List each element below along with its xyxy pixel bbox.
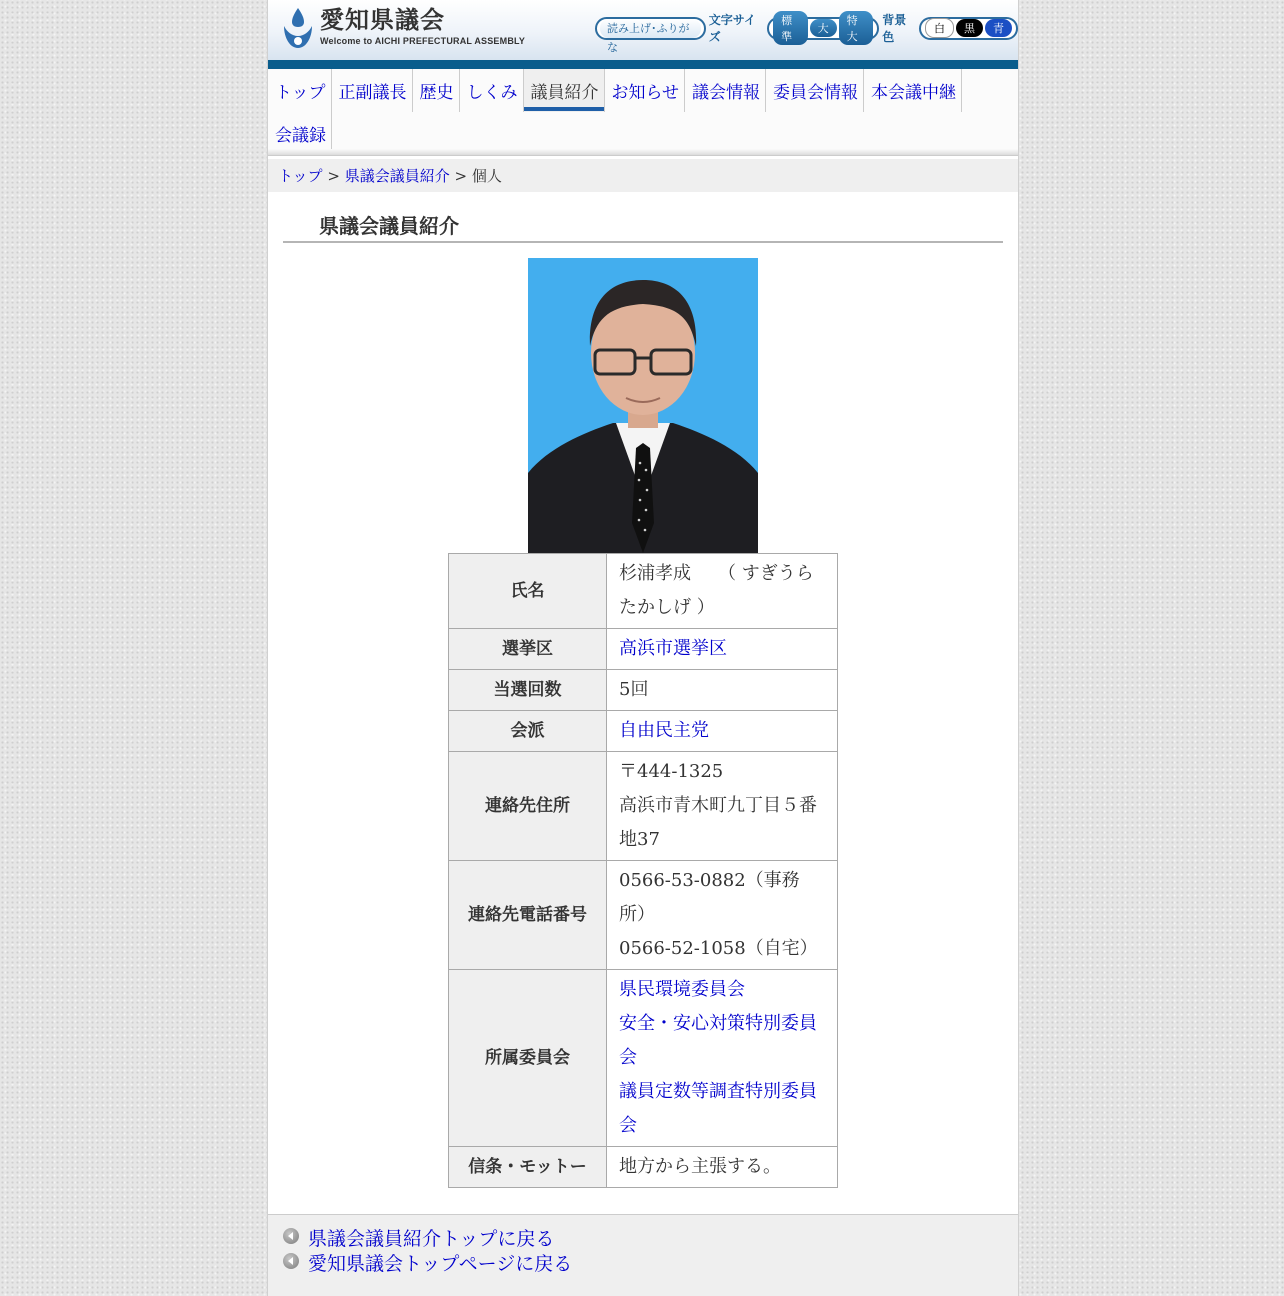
breadcrumb-top-link[interactable]: トップ <box>278 167 323 185</box>
member-photo <box>528 258 758 553</box>
breadcrumb-members-link[interactable]: 県議会議員紹介 <box>344 167 450 185</box>
nav-item-assembly-info[interactable]: 議会情報 <box>685 69 766 112</box>
footer-links <box>268 1214 1018 1296</box>
site-title: 愛知県議会 <box>320 6 445 34</box>
member-name: 杉浦孝成 （ すぎうら たかしげ ） <box>607 554 838 629</box>
bg-white-button[interactable]: 白 <box>925 18 954 38</box>
ruby-control <box>595 11 1018 54</box>
profile-row-name <box>449 554 838 629</box>
profile-label: 選挙区 <box>449 629 607 670</box>
main-content <box>268 192 1018 1188</box>
bg-black-button[interactable]: 黒 <box>956 19 983 37</box>
page-title: 県議会議員紹介 <box>283 210 1003 243</box>
profile-label: 連絡先電話番号 <box>449 861 607 970</box>
profile-label: 当選回数 <box>449 670 607 711</box>
nav-item-structure[interactable]: しくみ <box>460 69 524 112</box>
district-link[interactable]: 高浜市選挙区 <box>619 638 727 659</box>
profile-row-phone <box>449 861 838 970</box>
arrow-left-circle-icon <box>283 1253 299 1269</box>
motto-value: 地方から主張する。 <box>607 1147 838 1188</box>
bg-blue-button[interactable]: 青 <box>985 19 1012 37</box>
logo-mark-icon <box>280 6 316 50</box>
font-size-pill <box>767 14 879 43</box>
font-size-xlarge-button[interactable]: 特大 <box>839 11 874 45</box>
font-size-label: 文字サイズ <box>708 13 756 44</box>
bg-color-pill <box>919 17 1018 40</box>
back-to-home-link[interactable]: 愛知県議会トップページに戻る <box>308 1253 573 1275</box>
nav-item-broadcast[interactable]: 本会議中継 <box>864 69 962 112</box>
nav-item-news[interactable]: お知らせ <box>605 69 686 112</box>
site-logo[interactable] <box>280 6 525 50</box>
profile-row-district <box>449 629 838 670</box>
profile-row-motto <box>449 1147 838 1188</box>
arrow-left-circle-icon <box>283 1228 299 1244</box>
committee-link[interactable]: 県民環境委員会 <box>619 979 745 1000</box>
profile-row-address <box>449 752 838 861</box>
phone-office: 0566-53-0882（事務所） <box>619 870 800 925</box>
nav-item-minutes[interactable]: 会議録 <box>268 112 332 155</box>
site-header <box>268 0 1018 69</box>
profile-row-terms <box>449 670 838 711</box>
phone-home: 0566-52-1058（自宅） <box>619 938 818 959</box>
profile-label: 会派 <box>449 711 607 752</box>
font-size-large-button[interactable]: 大 <box>810 19 837 37</box>
breadcrumb-separator: > <box>327 167 340 185</box>
back-to-members-link[interactable]: 県議会議員紹介トップに戻る <box>308 1228 555 1250</box>
party-link[interactable]: 自由民主党 <box>619 720 709 741</box>
committee-link[interactable]: 議員定数等調査特別委員会 <box>619 1081 817 1136</box>
breadcrumb-current: 個人 <box>471 167 502 185</box>
bg-color-label: 背景色 <box>882 13 907 44</box>
breadcrumb-separator: > <box>454 167 468 185</box>
profile-label: 所属委員会 <box>449 970 607 1147</box>
profile-row-party <box>449 711 838 752</box>
terms-value: 5回 <box>607 670 838 711</box>
nav-item-committee-info[interactable]: 委員会情報 <box>766 69 864 112</box>
breadcrumb <box>268 159 1018 192</box>
profile-label: 信条・モットー <box>449 1147 607 1188</box>
nav-item-speaker[interactable]: 正副議長 <box>332 69 413 112</box>
font-size-normal-button[interactable]: 標準 <box>773 11 808 45</box>
address-line: 高浜市青木町九丁目５番地37 <box>619 795 817 850</box>
member-profile-table <box>448 553 838 1188</box>
profile-label: 連絡先住所 <box>449 752 607 861</box>
ruby-pill <box>595 17 706 54</box>
nav-item-history[interactable]: 歴史 <box>413 69 460 112</box>
ruby-button[interactable]: 読み上げ･ふりがな <box>600 19 701 38</box>
site-subtitle: Welcome to AICHI PREFECTURAL ASSEMBLY <box>320 36 526 46</box>
global-nav <box>268 69 1018 156</box>
page <box>267 0 1019 1296</box>
nav-item-members[interactable]: 議員紹介 <box>524 69 605 112</box>
member-portrait-image <box>528 258 758 553</box>
profile-label: 氏名 <box>449 554 607 629</box>
committee-link[interactable]: 安全・安心対策特別委員会 <box>619 1013 817 1068</box>
nav-item-top[interactable]: トップ <box>268 69 332 112</box>
profile-row-committees <box>449 970 838 1147</box>
address-postal-code: 〒444-1325 <box>619 761 724 782</box>
